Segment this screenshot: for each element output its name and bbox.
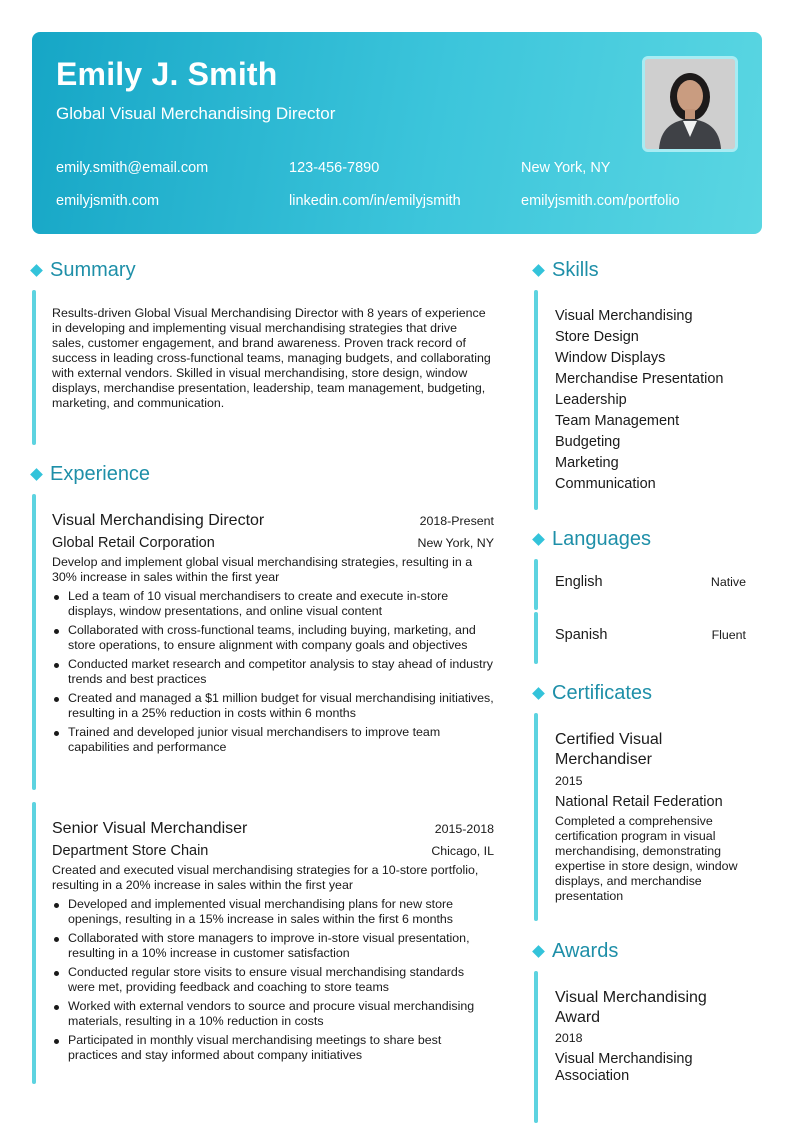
contact-email[interactable]: emily.smith@email.com xyxy=(56,160,209,176)
skill-item: Team Management xyxy=(555,413,680,429)
job-description: Develop and implement global visual merchandising strategies, resulting in a 30% increase in sales within the first year xyxy=(52,555,473,584)
skill-item: Leadership xyxy=(555,392,627,408)
skills-heading-label: Skills xyxy=(552,259,599,281)
experience-heading xyxy=(30,463,150,486)
language-name: Spanish xyxy=(555,627,608,643)
skill-item: Budgeting xyxy=(555,434,621,450)
language-item xyxy=(555,627,746,643)
experience-rule-1 xyxy=(32,494,38,790)
job-entry xyxy=(52,820,494,1067)
job-bullet: Collaborated with store managers to improve in-store visual presentation, resulting in a 10% increase in customer satisfaction xyxy=(52,931,494,961)
job-role: Senior Visual Merchandiser xyxy=(52,820,248,837)
job-location: New York, NY xyxy=(417,536,494,550)
contact-website[interactable]: emilyjsmith.com xyxy=(56,193,160,209)
language-level: Fluent xyxy=(711,628,746,642)
certificate-title: Certified Visual Merchandiser xyxy=(555,731,663,768)
certificate-description: Completed a comprehensive certification program in visual merchandising, demonstrating expertise in store design, window displays, and merchandise presentation xyxy=(555,814,738,903)
job-entry xyxy=(52,512,494,759)
languages-heading xyxy=(532,528,651,551)
experience-rule-2 xyxy=(32,802,38,1084)
certificates-heading xyxy=(532,682,652,705)
candidate-title: Global Visual Merchandising Director xyxy=(56,104,336,123)
job-bullet: Created and managed a $1 million budget for visual merchandising initiatives, resulting in a 25% reduction in costs within 6 months xyxy=(52,691,494,721)
languages-heading-label: Languages xyxy=(552,528,651,550)
certificate-org: National Retail Federation xyxy=(555,794,723,810)
candidate-name: Emily J. Smith xyxy=(56,56,278,92)
job-bullet: Developed and implemented visual merchandising plans for new store openings, resulting in a 15% increase in sales within the first 6 months xyxy=(52,897,494,927)
language-rule-2 xyxy=(534,612,540,664)
job-bullet: Conducted market research and competitor analysis to stay ahead of industry trends and best practices xyxy=(52,657,494,687)
award-year: 2018 xyxy=(555,1031,583,1045)
profile-photo-icon xyxy=(645,59,735,149)
job-bullet: Led a team of 10 visual merchandisers to create and execute in-store displays, window presentations, and online visual content xyxy=(52,589,494,619)
skills-rule xyxy=(534,290,540,510)
skill-item: Store Design xyxy=(555,329,639,345)
diamond-icon xyxy=(532,533,545,546)
contact-portfolio[interactable]: emilyjsmith.com/portfolio xyxy=(521,193,680,209)
diamond-icon xyxy=(30,468,43,481)
award-entry xyxy=(555,988,745,1085)
certificate-entry xyxy=(555,730,745,904)
diamond-icon xyxy=(532,687,545,700)
awards-rule xyxy=(534,971,540,1123)
skill-item: Marketing xyxy=(555,455,619,471)
language-rule-1 xyxy=(534,559,540,610)
job-dates: 2015-2018 xyxy=(434,822,494,836)
summary-text: Results-driven Global Visual Merchandising Director with 8 years of experience in developing and implementing visual merchandising strategies that drive sales, customer engagement, and brand awareness. Proven track record of success in leading cross-functional teams, managing budgets, and collaborating with external vendors. Skilled in visual merchandising, store design, window displays, merchandise presentation, leadership, team management, budgeting, marketing, and communication. xyxy=(52,306,491,410)
job-bullets xyxy=(52,897,494,1063)
certificates-heading-label: Certificates xyxy=(552,682,653,704)
skills-list xyxy=(555,306,723,495)
job-bullet: Participated in monthly visual merchandising meetings to share best practices and stay informed about company initiatives xyxy=(52,1033,494,1063)
job-description: Created and executed visual merchandising strategies for a 10-store portfolio, resulting in a 20% increase in sales within the first year xyxy=(52,863,479,892)
summary-heading-label: Summary xyxy=(50,259,136,281)
skills-heading xyxy=(532,259,599,282)
job-bullet: Trained and developed junior visual merchandisers to improve team capabilities and performance xyxy=(52,725,494,755)
job-bullets xyxy=(52,589,494,755)
job-bullet: Worked with external vendors to source and procure visual merchandising materials, resulting in a 10% reduction in costs xyxy=(52,999,494,1029)
certificate-year: 2015 xyxy=(555,774,583,788)
job-location: Chicago, IL xyxy=(431,844,494,858)
job-role: Visual Merchandising Director xyxy=(52,512,265,529)
summary-rule xyxy=(32,290,38,445)
skill-item: Communication xyxy=(555,476,656,492)
award-org: Visual Merchandising Association xyxy=(555,1051,693,1084)
language-name: English xyxy=(555,574,603,590)
award-title: Visual Merchandising Award xyxy=(555,989,707,1026)
profile-photo xyxy=(642,56,738,152)
contact-phone[interactable]: 123-456-7890 xyxy=(289,160,380,176)
experience-heading-label: Experience xyxy=(50,463,151,485)
skill-item: Merchandise Presentation xyxy=(555,371,724,387)
awards-heading-label: Awards xyxy=(552,940,619,962)
skill-item: Visual Merchandising xyxy=(555,308,693,324)
contact-linkedin[interactable]: linkedin.com/in/emilyjsmith xyxy=(289,193,461,209)
resume-header xyxy=(32,32,762,234)
summary-heading xyxy=(30,259,136,282)
job-company: Department Store Chain xyxy=(52,843,209,859)
certificates-rule xyxy=(534,713,540,921)
diamond-icon xyxy=(30,264,43,277)
job-bullet: Collaborated with cross-functional teams, including buying, marketing, and store operations, to ensure alignment with company goals and objectives xyxy=(52,623,494,653)
diamond-icon xyxy=(532,945,545,958)
job-bullet: Conducted regular store visits to ensure visual merchandising standards were met, providing feedback and coaching to store teams xyxy=(52,965,494,995)
contact-location: New York, NY xyxy=(521,160,611,176)
job-dates: 2018-Present xyxy=(419,514,494,528)
diamond-icon xyxy=(532,264,545,277)
skill-item: Window Displays xyxy=(555,350,666,366)
language-item xyxy=(555,574,746,590)
job-company: Global Retail Corporation xyxy=(52,535,215,551)
awards-heading xyxy=(532,940,618,963)
language-level: Native xyxy=(710,575,746,589)
